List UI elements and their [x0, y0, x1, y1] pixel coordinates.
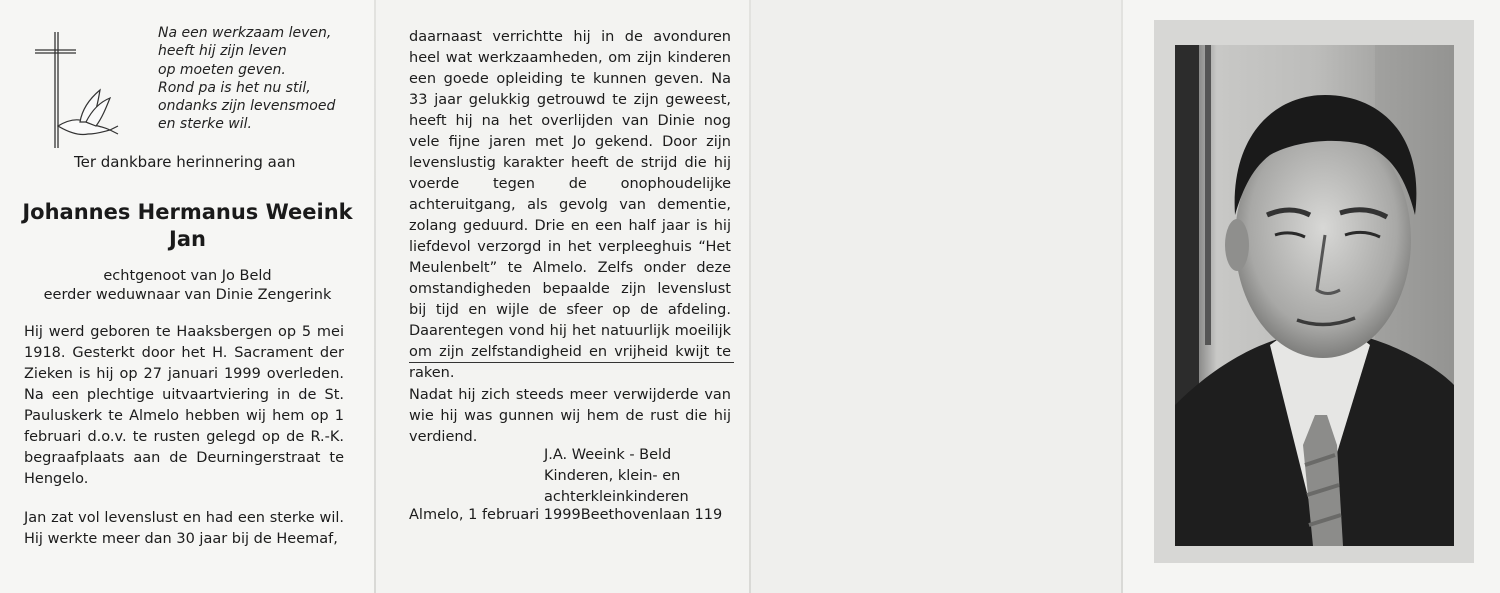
spouse-line: echtgenoot van Jo Beld: [103, 268, 272, 284]
deceased-name-block: [0, 199, 375, 253]
biography-paragraph: daarnaast verrichtte hij in de avonduren heel wat werkzaamheden, om zijn kinderen een goede opleiding te kunnen geven. Na 33 jaar gelukkig getrouwd te zijn geweest, heeft hij na het overlijden van Dinie nog vele fijne jaren met Jo gekend. Door zijn levenslustig karakter heeft de strijd die hij voerde tegen de onophoudelijke achteruitgang, als gevolg van dementie, zolang geduurd. Drie en een half jaar is hij liefdevol verzorgd in het verpleeghuis “Het Meulenbelt” te Almelo. Zelfs onder deze omstandigheden bepaalde zijn levenslust bij tijd en wijle de sfeer op de afdeling. Daarentegen vond hij het natuurlijk moeilijk om zijn zelfstandigheid en vrijheid kwijt te raken.: [409, 29, 731, 381]
deceased-full-name: Johannes Hermanus Weeink: [22, 200, 353, 224]
portrait-illustration: [1175, 45, 1454, 546]
portrait-photo: [1175, 45, 1454, 546]
relations: [0, 267, 375, 305]
divider: [409, 362, 734, 363]
fold-line: [749, 0, 751, 593]
signature-line: Kinderen, klein- en: [544, 468, 681, 484]
poem-line: op moeten geven.: [158, 61, 286, 78]
card-panel-blank: [750, 0, 1122, 593]
poem-line: heeft hij zijn leven: [158, 43, 287, 60]
dove-icon: [58, 90, 118, 135]
fold-line: [1121, 0, 1123, 593]
poem: [158, 24, 335, 134]
signature-block: [544, 445, 689, 508]
closing-paragraph: Nadat hij zich steeds meer verwijderde van wie hij was gunnen wij hem de rust die hij verdiend.: [409, 387, 731, 445]
place-date: Almelo, 1 februari 1999: [409, 507, 581, 523]
address: Beethovenlaan 119: [580, 507, 723, 523]
biography-paragraph: Hij werd geboren te Haaksbergen op 5 mei 1918. Gesterkt door het H. Sacrament der Zieken is hij op 27 januari 1999 overleden. Na een plechtige uitvaartviering in de St. Pauluskerk te Almelo hebben wij hem op 1 februari d.o.v. te rusten gelegd op de R.-K. begraafplaats aan de Deurningerstraat te Hengelo.: [24, 324, 344, 487]
deceased-nickname: Jan: [169, 227, 206, 251]
intro-text: Ter dankbare herinnering aan: [74, 153, 296, 171]
signature-line: achterkleinkinderen: [544, 489, 689, 505]
former-spouse-line: eerder weduwnaar van Dinie Zengerink: [43, 287, 332, 303]
poem-line: Rond pa is het nu stil,: [158, 79, 311, 96]
biography-paragraph: Jan zat vol levenslust en had een sterke wil. Hij werkte meer dan 30 jaar bij de Heemaf,: [24, 510, 344, 547]
cross-icon: [30, 30, 120, 150]
poem-line: en sterke wil.: [158, 116, 252, 133]
poem-line: ondanks zijn levensmoed: [158, 98, 336, 115]
signature-line: J.A. Weeink - Beld: [544, 447, 672, 463]
place-date-address: [409, 507, 722, 523]
poem-line: Na een werkzaam leven,: [158, 25, 332, 41]
